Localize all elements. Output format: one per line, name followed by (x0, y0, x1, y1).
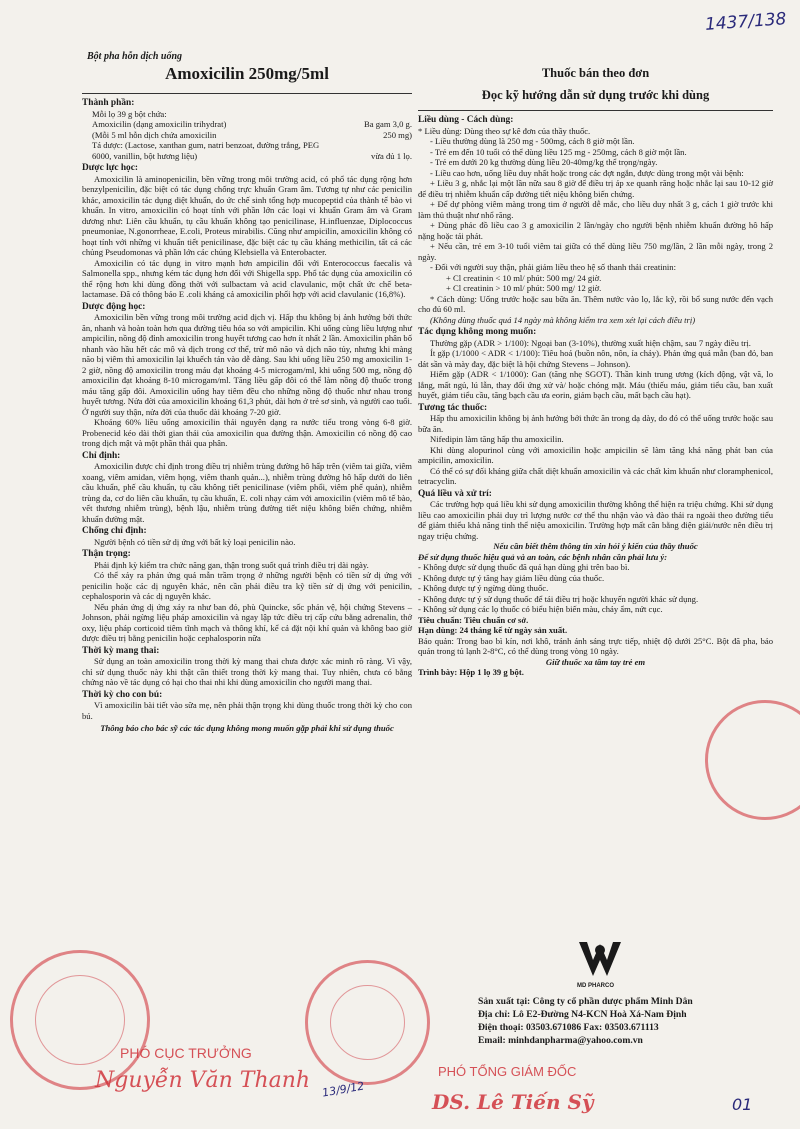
excipients: Tá dược: (Lactose, xanthan gum, natri benzoat, đường trắng, PEG 6000, vanillin, bột hương liệu) (92, 140, 320, 161)
right-column (418, 110, 773, 678)
safe-use-item: - Không được tự ý sử dụng thuốc để tái điều trị hoặc khuyến người khác sử dụng. (418, 593, 699, 604)
dosage-note: (Không dùng thuốc quá 14 ngày mà không kiểm tra xem xét lại cách điều trị) (430, 314, 696, 325)
pharmacokinetics-text: Amoxicilin bền vững trong môi trường acid dịch vị. Hấp thu không bị ảnh hưởng bởi thức ăn, nhanh và hoàn toàn hơn qua đường tiêu hóa so với ampicilin. Khi uống cùng liều lượng như ampicilin, nồng độ đỉnh amoxicilin trong huyết tương cao hơn ít nhất 2 lần. Amoxicilin phân bố nhanh vào hầu hết các mô và dịch trong cơ thể, trừ mô não và dịch não tủy, nhưng khi màng não bị viêm thì amoxicilin lại khuếch tán vào dễ dàng. Sau khi uống liều 250 mg amoxicilin 1-2 giờ, nồng độ amoxicilin trong máu đạt khoảng 4-5 microgam/ml, khi uống 500 mg, nồng độ amoxicilin đạt khoảng 8-10 microgam/ml. Tăng liều gấp đôi có thể làm nồng độ thuốc trong máu tăng gấp đôi. Amoxicilin uống hay tiêm đều cho những nồng độ thuốc như nhau trong huyết tương. Nửa đời của amoxicilin khoảng 61,3 phút, dài hơn ở trẻ sơ sinh, và người cao tuổi. Ở người suy thận, nửa đời của thuốc dài khoảng 7-20 giờ. (82, 312, 412, 417)
standard-text: Tiêu chuẩn: Tiêu chuẩn cơ sở. (418, 614, 529, 625)
handwritten-date: 13/9/12 (321, 1079, 366, 1100)
dosage-text: + Cl creatinin < 10 ml/ phút: 500 mg/ 24 giờ. (446, 272, 602, 283)
packaging-text: Trình bày: Hộp 1 lọ 39 g bột. (418, 667, 524, 677)
dosage-text: + Cl creatinin > 10 ml/ phút: 500 mg/ 12 giờ. (446, 283, 602, 293)
dosage-text: - Liều cao hơn, uống liều duy nhất hoặc trong các đợt ngắn, được dùng trong một vài bệnh: (430, 167, 744, 178)
interactions-text: Hấp thu amoxicilin không bị ảnh hưởng bởi thức ăn trong dạ dày, do đó có thể uống trước hoặc sau bữa ăn. (418, 413, 773, 434)
manufacturer-logo-text: MD PHARCO (577, 983, 614, 989)
safe-use-item: - Không sử dụng các lọ thuốc có biểu hiện biến màu, chảy ẩm, nứt cục. (418, 604, 663, 614)
composition-per-5ml-amount: 250 mg) (383, 129, 412, 140)
lactation-text: Vì amoxicilin bài tiết vào sữa mẹ, nên phải thận trọng khi dùng thuốc trong thời kỳ cho con bú. (82, 700, 412, 721)
lactation-heading: Thời kỳ cho con bú: (82, 689, 163, 700)
expiry-text: Hạn dùng: 24 tháng kể từ ngày sản xuất. (418, 625, 568, 635)
handwritten-page-number: 01 (732, 1095, 753, 1114)
composition-line: Mỗi lọ 39 g bột chứa: (92, 108, 167, 119)
interactions-text: Khi dùng alopurinol cùng với amoxicilin hoặc ampicilin sẽ làm tăng khả năng phát ban của ampicilin, amoxicilin. (418, 444, 773, 465)
company-stamp-ring (330, 985, 405, 1060)
dosage-text: + Liều 3 g, nhắc lại một lần nữa sau 8 giờ để điều trị áp xe quanh răng hoặc nhắc lại sau 10-12 giờ để điều trị nhiễm khuẩn cấp đường tiết niệu không biến chứng. (418, 178, 773, 199)
ask-doctor-note: Nếu cần biết thêm thông tin xin hỏi ý kiến của thầy thuốc (493, 541, 698, 551)
pharmacokinetics-text: Khoảng 60% liều uống amoxicilin thải nguyên dạng ra nước tiểu trong vòng 6-8 giờ. Probenecid kéo dài thời gian thải của amoxicilin qua đường thận. Amoxicilin có nồng độ cao trong dịch mật và một phần thải qua phân. (82, 417, 412, 448)
composition-row (92, 140, 412, 161)
composition-per-5ml: (Mỗi 5 ml hỗn dịch chứa amoxicilin (92, 129, 217, 140)
contraindications-heading: Chống chỉ định: (82, 526, 147, 536)
composition-row (92, 130, 412, 141)
composition-heading: Thành phần: (82, 98, 135, 108)
precautions-text: Phải định kỳ kiểm tra chức năng gan, thận trong suốt quá trình điều trị dài ngày. (94, 559, 369, 570)
precautions-text: Nếu phản ứng dị ứng xảy ra như ban đỏ, phù Quincke, sốc phản vệ, hội chứng Stevens – Johnson, phải ngừng liệu pháp amoxicilin và ngay lập tức điều trị cấp cứu bằng adrenalin, thở oxy, liệu pháp corticoid tiêm tĩnh mạch và thông khí, kể cả đặt nội khí quản và không bao giờ được điều trị bằng penicilin hoặc cephalosporin nữa (82, 601, 412, 643)
composition-active: Amoxicilin (dạng amoxicilin trihydrat) (92, 119, 227, 129)
composition-amount: Ba gam 3,0 g. (364, 119, 412, 129)
right-signatory-name: DS. Lê Tiến Sỹ (432, 1090, 594, 1114)
dosage-text: - Đối với người suy thận, phải giảm liều theo hệ số thanh thải creatinin: (430, 262, 676, 272)
precautions-text: Có thể xảy ra phản ứng quá mẫn trầm trọng ở những người bệnh có tiền sử dị ứng với penicilin hoặc các dị nguyên khác, nên cần phải điều tra kỹ tiền sử dị ứng với penicilin, cephalosporin và các dị nguyên khác. (82, 570, 412, 601)
indications-heading: Chỉ định: (82, 450, 121, 461)
keep-away-note: Giữ thuốc xa tầm tay trẻ em (545, 656, 646, 667)
right-edge-stamp (705, 700, 800, 820)
pharmacodynamics-text: Amoxicilin là aminopenicilin, bền vững trong môi trường acid, có phổ tác dụng rộng hơn benzylpenicilin, đặc biệt có tác dụng chống trực khuẩn Gram âm. Tương tự như các penicilin khác, amoxicilin tác dụng diệt khuẩn, do ức chế sinh tổng hợp mucopeptid của thành tế bào vi khuẩn. In vitro, amoxicilin có hoạt tính với phần lớn các loại vi khuẩn Gram âm và Gram dương như: Liên cầu khuẩn, tụ cầu khuẩn không tạo penicilinase, H.influenzae, Diplococcus pneumoniae, N.gonorrheae, E.coli, Proteus mirabilis. Cũng như ampicilin, amoxicilin không có hoạt tính với những vi khuẩn tiết penicilinase, đặc biệt các tụ cầu kháng methicilin, tất cả các chủng Pseudomonas và phần lớn các chủng Klebsiella và Enterobacter. (82, 173, 412, 257)
excipients-amount: vừa đủ 1 lọ. (371, 150, 412, 161)
manufacturer-email: Email: minhdanpharma@yahoo.com.vn (478, 1035, 643, 1046)
interactions-text: Có thể có sự đối kháng giữa chất diệt khuẩn amoxicilin và các chất kìm khuẩn như cloramphenicol, tetracyclin. (418, 465, 773, 486)
dosage-text: + Dùng phác đồ liều cao 3 g amoxicilin 2 lần/ngày cho người bệnh nhiễm khuẩn đường hô hấp nặng hoặc tái phát. (418, 220, 773, 241)
dosage-text: * Cách dùng: Uống trước hoặc sau bữa ăn. Thêm nước vào lọ, lắc kỹ, rồi bổ sung nước đến vạch cho đủ 60 ml. (418, 293, 773, 314)
dosage-text: - Trẻ em dưới 20 kg thường dùng liều 20-40mg/kg thể trọng/ngày. (430, 157, 658, 167)
left-signatory-title: PHÓ CỤC TRƯỞNG (120, 1045, 252, 1061)
overdose-heading: Quá liều và xử trí: (418, 488, 492, 499)
handwritten-reference: 1437/138 (704, 9, 788, 35)
right-header (418, 62, 773, 106)
manufacturer-phone: Điện thoại: 03503.671086 Fax: 03503.671113 (478, 1022, 659, 1033)
indications-text: Amoxicilin được chỉ định trong điều trị nhiễm trùng đường hô hấp trên (viêm tai giữa, viêm xoang, viêm amidan, viêm họng, viêm thanh quản...), nhiễm trùng đường hô hấp dưới do liên cầu khuẩn, phế cầu khuẩn, tụ cầu không tiết penicilinase (viêm phổi, viêm phế quản), nhiễm trùng da, cơ do liên cầu khuẩn, tụ cầu khuẩn, E. coli nhạy cảm với amoxicilin (viêm mô tế bào, vết thương nhiễm trùng), bệnh lậu, nhiễm trùng đường tiết niệu không biến chứng, nhiễm khuẩn đường mật. (82, 461, 412, 524)
pregnancy-text: Sử dụng an toàn amoxicilin trong thời kỳ mang thai chưa được xác minh rõ ràng. Vì vậy, chỉ sử dụng thuốc này khi thật cần thiết trong thời kỳ mang thai. Tuy nhiên, chưa có bằng chứng nào về tác dụng có hại cho thai nhi khi dùng amoxicilin cho người mang thai. (82, 656, 412, 687)
composition-row (92, 119, 412, 130)
side-effects-heading: Tác dụng không mong muốn: (418, 327, 537, 337)
adverse-notice: Thông báo cho bác sỹ các tác dụng không mong muốn gặp phải khi sử dụng thuốc (100, 723, 394, 733)
pharmacokinetics-heading: Dược động học: (82, 301, 146, 312)
dosage-heading: Liều dùng - Cách dùng: (418, 115, 514, 125)
left-official-stamp-ring (35, 975, 125, 1065)
product-title: Amoxicilin 250mg/5ml (165, 63, 329, 83)
read-instructions-label: Đọc kỹ hướng dẫn sử dụng trước khi dùng (481, 88, 710, 102)
pharmacodynamics-heading: Dược lực học: (82, 163, 139, 173)
side-effects-text: Hiếm gặp (ADR < 1/1000): Gan (tăng nhẹ SGOT). Thần kinh trung ương (kích động, vật vã, lo lắng, mất ngủ, lú lẫn, thay đổi ứng xử và/ hoặc chóng mặt. Máu (thiếu máu, giảm tiểu cầu, ban xuất huyết, giảm tiểu cầu, tăng bạch cầu ưa eorin, giảm bạch cầu, mất bạch cầu hạt). (418, 369, 773, 400)
product-subtitle: Bột pha hỗn dịch uống (87, 51, 183, 62)
manufacturer-name: Sản xuất tại: Công ty cổ phần dược phẩm Minh Dân (478, 996, 693, 1007)
left-column (82, 52, 412, 734)
precautions-heading: Thận trọng: (82, 549, 131, 559)
safe-use-item: - Không được tự ý ngừng dùng thuốc. (418, 583, 549, 593)
prescription-label: Thuốc bán theo đơn (541, 66, 650, 80)
safe-use-heading: Để sử dụng thuốc hiệu quả và an toàn, các bệnh nhân cần phải lưu ý: (418, 551, 668, 562)
dosage-text: + Để dự phòng viêm màng trong tim ở người dễ mắc, cho liều duy nhất 3 g, cách 1 giờ trước khi làm thủ thuật như nhổ răng. (418, 199, 773, 220)
manufacturer-logo-icon (575, 938, 625, 980)
pharmacodynamics-text: Amoxicilin có tác dụng in vitro mạnh hơn ampicilin đối với Enterococcus faecalis và Salmonella spp., nhưng kém tác dụng hơn đối với Shigella spp. Phổ tác dụng của amoxicilin có thể rộng hơn khi dùng đồng thời với sulbactam và acid clavulanic, một chất ức chế beta-lactamase. Đã có thông báo E .coli kháng cả amoxicilin phối hợp với acid clavulanic (16,8%). (82, 257, 412, 299)
dosage-text: + Nếu cần, trẻ em 3-10 tuổi viêm tai giữa có thể dùng liều 750 mg/lần, 2 lần mỗi ngày, trong 2 ngày. (418, 241, 773, 262)
overdose-text: Các trường hợp quá liều khi sử dụng amoxicilin thường không thể hiện ra triệu chứng. Khi sử dụng liều cao amoxicilin phải duy trì lượng nước cơ thể thu nhận vào và đào thải ra ngoài theo đường tiểu để giảm thiểu khả năng tinh thể niệu amoxicilin. Trường hợp mất cân bằng điện giải/nước nên điều trị ngay triệu chứng. (418, 499, 773, 541)
dosage-text: - Liều thường dùng là 250 mg - 500mg, cách 8 giờ một lần. (430, 136, 635, 146)
left-signatory-name: Nguyễn Văn Thanh (95, 1068, 311, 1093)
storage-text: Bảo quản: Trong bao bì kín, nơi khô, tránh ánh sáng trực tiếp, nhiệt độ dưới 25°C. Bột đã pha, bảo quản trong tủ lạnh 2-8°C, có thể dùng trong vòng 10 ngày. (418, 635, 773, 656)
pregnancy-heading: Thời kỳ mang thai: (82, 645, 160, 656)
dosage-text: - Trẻ em đến 10 tuổi có thể dùng liều 125 mg - 250mg, cách 8 giờ một lần. (430, 146, 687, 157)
safe-use-item: - Không được sử dụng thuốc đã quá hạn dùng ghi trên bao bì. (418, 562, 630, 572)
manufacturer-address: Địa chỉ: Lô E2-Đường N4-KCN Hoà Xá-Nam Định (478, 1009, 687, 1020)
side-effects-text: Ít gặp (1/1000 < ADR < 1/100): Tiêu hoá (buồn nôn, nôn, ỉa chảy). Phản ứng quá mẫn (ban đỏ, ban dát sần và mày đay, đặc biệt là hội chứng Stevens – Johnson). (418, 348, 773, 369)
interactions-heading: Tương tác thuốc: (418, 402, 488, 413)
right-signatory-title: PHÓ TỔNG GIÁM ĐỐC (438, 1064, 577, 1079)
interactions-text: Nifedipin làm tăng hấp thu amoxicilin. (430, 434, 564, 444)
side-effects-text: Thường gặp (ADR > 1/100): Ngoại ban (3-10%), thường xuất hiện chậm, sau 7 ngày điều trị. (430, 337, 751, 348)
manufacturer-info (478, 995, 693, 1047)
contraindications-text: Người bệnh có tiền sử dị ứng với bất kỳ loại penicilin nào. (94, 536, 296, 547)
safe-use-item: - Không được tự ý tăng hay giảm liều dùng của thuốc. (418, 572, 605, 583)
dosage-text: * Liều dùng: Dùng theo sự kê đơn của thầy thuốc. (418, 125, 591, 136)
